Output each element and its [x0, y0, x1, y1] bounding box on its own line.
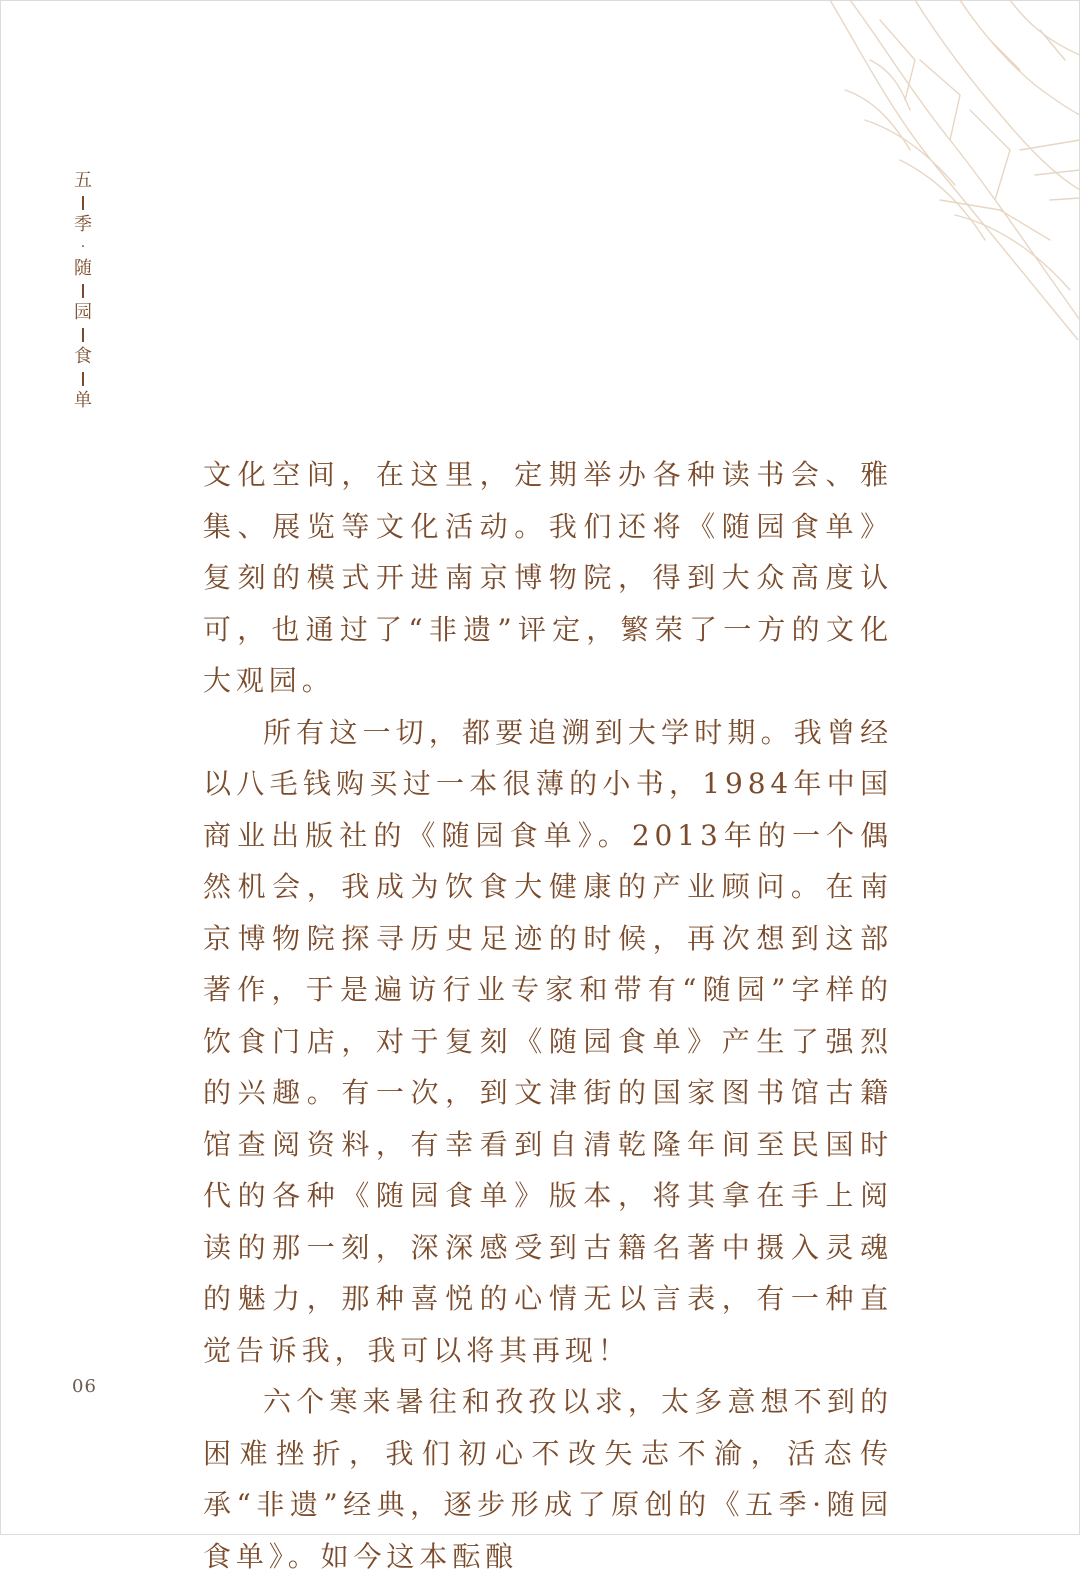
- paragraph: 六个寒来暑往和孜孜以求，太多意想不到的困难挫折，我们初心不改矢志不渝，活态传承“非遗”经典，逐步形成了原创的《五季·随园食单》。如今这本酝酿: [203, 1385, 893, 1573]
- running-title-char: 食: [74, 346, 92, 367]
- running-title: [68, 170, 98, 412]
- running-title-divider: [82, 196, 84, 210]
- running-title-dot: ·: [80, 239, 86, 255]
- page-number: 06: [72, 1376, 97, 1397]
- running-title-divider: [82, 328, 84, 342]
- running-title-char: 单: [74, 390, 92, 411]
- leaf-decoration: [820, 0, 1080, 340]
- running-title-char: 季: [74, 214, 92, 235]
- running-title-char: 随: [74, 258, 92, 279]
- running-title-char: 五: [74, 170, 92, 191]
- paragraph: 文化空间，在这里，定期举办各种读书会、雅集、展览等文化活动。我们还将《随园食单》复刻的模式开进南京博物院，得到大众高度认可，也通过了“非遗”评定，繁荣了一方的文化大观园。: [203, 458, 893, 697]
- running-title-divider: [82, 372, 84, 386]
- running-title-char: 园: [74, 302, 92, 323]
- running-title-divider: [82, 284, 84, 298]
- paragraph: 所有这一切，都要追溯到大学时期。我曾经以八毛钱购买过一本很薄的小书，1984年中国商业出版社的《随园食单》。2013年的一个偶然机会，我成为饮食大健康的产业顾问。在南京博物院探寻历史足迹的时候，再次想到这部著作，于是遍访行业专家和带有“随园”字样的饮食门店，对于复刻《随园食单》产生了强烈的兴趣。有一次，到文津街的国家图书馆古籍馆查阅资料，有幸看到自清乾隆年间至民国时代的各种《随园食单》版本，将其拿在手上阅读的那一刻，深深感受到古籍名著中摄入灵魂的魅力，那种喜悦的心情无以言表，有一种直觉告诉我，我可以将其再现！: [203, 715, 893, 1367]
- body-text: [203, 449, 893, 1582]
